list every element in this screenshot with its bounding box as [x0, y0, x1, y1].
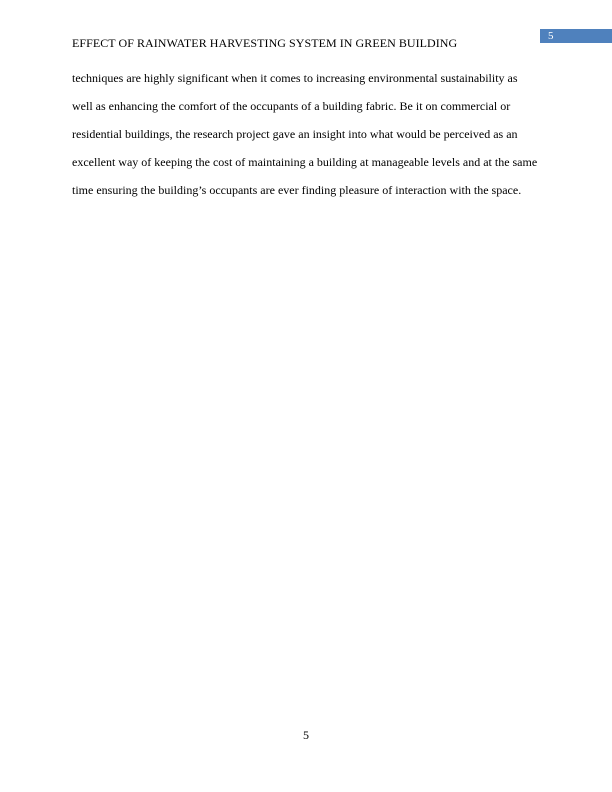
- footer-page-number: 5: [303, 728, 309, 742]
- paragraph-line: time ensuring the building’s occupants are ever finding pleasure of interaction with the space.: [72, 183, 522, 197]
- paragraph-line: well as enhancing the comfort of the occupants of a building fabric. Be it on commercial or: [72, 99, 511, 113]
- paragraph-line: residential buildings, the research project gave an insight into what would be perceived as an: [72, 127, 518, 141]
- running-head: EFFECT OF RAINWATER HARVESTING SYSTEM IN GREEN BUILDING: [72, 36, 458, 50]
- paragraph-line: excellent way of keeping the cost of maintaining a building at manageable levels and at the same: [72, 155, 538, 169]
- paragraph-line: techniques are highly significant when it comes to increasing environmental sustainability as: [72, 71, 518, 85]
- body-paragraph: [72, 64, 542, 204]
- page-number-tab: 5: [540, 29, 612, 43]
